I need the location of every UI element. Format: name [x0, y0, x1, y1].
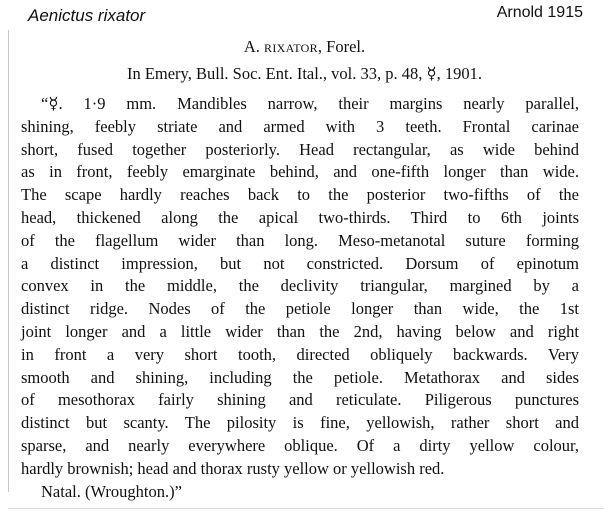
description-line: joint longer and a little wider than the 2nd, having below and right: [21, 321, 579, 341]
description-line: head, thickened along the apical two-thirds. Third to 6th joints: [21, 207, 579, 227]
species-name: Aenictus rixator: [28, 6, 146, 25]
description-line: in front a very short tooth, directed obliquely backwards. Very: [21, 344, 579, 364]
heading-genus-abbrev: A.: [243, 37, 260, 56]
description-line: short, fused together posteriorly. Head rectangular, as wide behind: [21, 139, 579, 159]
description-line: shining, feebly striate and armed with 3 teeth. Frontal carinae: [21, 116, 579, 136]
description-line: The scape hardly reaches back to the posterior two-fifths of the: [21, 185, 579, 205]
locality-line: Natal. (Wroughton.)”: [41, 481, 182, 501]
description-line: as in front, feebly emarginate behind, and one-fifth longer than wide.: [21, 162, 579, 182]
scan-bottom-edge: [8, 508, 604, 509]
description-line: of the flagellum wider than long. Meso-metanotal suture forming: [21, 230, 579, 250]
description-line: a distinct impression, but not constricted. Dorsum of epinotum: [21, 253, 579, 273]
description-line: convex in the middle, the declivity triangular, margined by a: [21, 276, 579, 296]
heading-author: , Forel.: [317, 37, 366, 56]
description-line: sparse, and nearly everywhere oblique. Of a dirty yellow colour,: [21, 435, 579, 455]
description-line: “☿. 1·9 mm. Mandibles narrow, their margins nearly parallel,: [41, 94, 579, 113]
citation-label: Arnold 1915: [496, 4, 583, 21]
description-line: distinct ridge. Nodes of the petiole longer than wide, the 1st: [21, 299, 579, 319]
description-text: [21, 93, 579, 503]
entry-heading: [0, 37, 609, 57]
description-line: distinct but scanty. The pilosity is fine, yellowish, rather short and: [21, 413, 579, 433]
description-line: smooth and shining, including the petiole. Metathorax and sides: [21, 367, 579, 387]
entry-reference: In Emery, Bull. Soc. Ent. Ital., vol. 33, p. 48, ☿, 1901.: [126, 64, 483, 83]
scan-left-edge: [8, 30, 9, 492]
heading-species: rixator: [264, 37, 318, 56]
description-line: hardly brownish; head and thorax rusty yellow or yellowish red.: [21, 458, 445, 478]
description-line: of mesothorax fairly shining and reticulate. Piligerous punctures: [21, 390, 579, 410]
